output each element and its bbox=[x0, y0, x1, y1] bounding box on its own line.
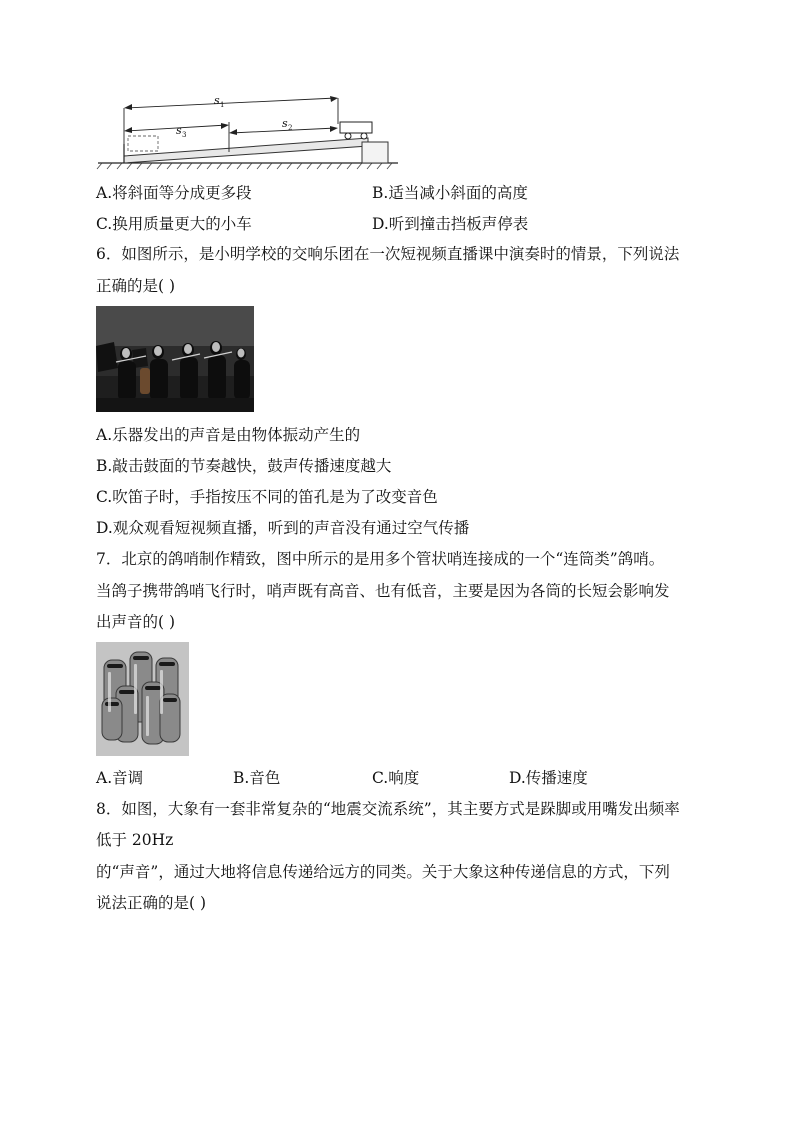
q8-stem-line3: 的“声音”，通过大地将信息传递给远方的同类。关于大象这种传递信息的方式，下列 bbox=[96, 863, 670, 881]
q5-option-a[interactable]: A.将斜面等分成更多段 bbox=[96, 184, 252, 202]
label-s1-sub: 1 bbox=[220, 101, 225, 109]
q7-stem-line1: 7．北京的鸽哨制作精致，图中所示的是用多个管状哨连接成的一个“连筒类”鸽哨。 bbox=[96, 550, 665, 568]
q5-option-d[interactable]: D.听到撞击挡板声停表 bbox=[372, 215, 529, 233]
q8-stem-line4: 说法正确的是( ) bbox=[96, 894, 207, 912]
q6-option-a[interactable]: A.乐器发出的声音是由物体振动产生的 bbox=[96, 426, 361, 444]
label-s3: s bbox=[176, 124, 182, 137]
q7-option-a[interactable]: A.音调 bbox=[96, 769, 144, 787]
q6-stem-line2: 正确的是( ) bbox=[96, 277, 176, 295]
label-s2: s bbox=[282, 117, 288, 130]
q8-stem-line1: 8．如图，大象有一套非常复杂的“地震交流系统”，其主要方式是跺脚或用嘴发出频率 bbox=[96, 800, 680, 818]
label-s3-sub: 3 bbox=[182, 131, 187, 139]
q7-option-d[interactable]: D.传播速度 bbox=[509, 769, 588, 787]
q5-option-c[interactable]: C.换用质量更大的小车 bbox=[96, 215, 252, 233]
q6-option-b[interactable]: B.敲击鼓面的节奏越快，鼓声传播速度越大 bbox=[96, 457, 392, 475]
q5-option-b[interactable]: B.适当减小斜面的高度 bbox=[372, 184, 528, 202]
label-s1: s bbox=[214, 94, 220, 107]
q7-stem-line2: 当鸽子携带鸽哨飞行时，哨声既有高音、也有低音，主要是因为各筒的长短会影响发 bbox=[96, 582, 670, 600]
q7-stem-line3: 出声音的( ) bbox=[96, 613, 176, 631]
q7-option-b[interactable]: B.音色 bbox=[233, 769, 281, 787]
orchestra-photo bbox=[96, 306, 254, 412]
q7-option-c[interactable]: C.响度 bbox=[372, 769, 420, 787]
incline-diagram bbox=[96, 92, 400, 170]
q6-stem-line1: 6．如图所示，是小明学校的交响乐团在一次短视频直播课中演奏时的情景，下列说法 bbox=[96, 245, 680, 263]
q8-stem-line2: 低于 20Hz bbox=[96, 831, 174, 849]
pigeon-whistle-photo bbox=[96, 642, 189, 756]
q6-option-c[interactable]: C.吹笛子时，手指按压不同的笛孔是为了改变音色 bbox=[96, 488, 438, 506]
label-s2-sub: 2 bbox=[288, 124, 293, 132]
q6-option-d[interactable]: D.观众观看短视频直播，听到的声音没有通过空气传播 bbox=[96, 519, 470, 537]
